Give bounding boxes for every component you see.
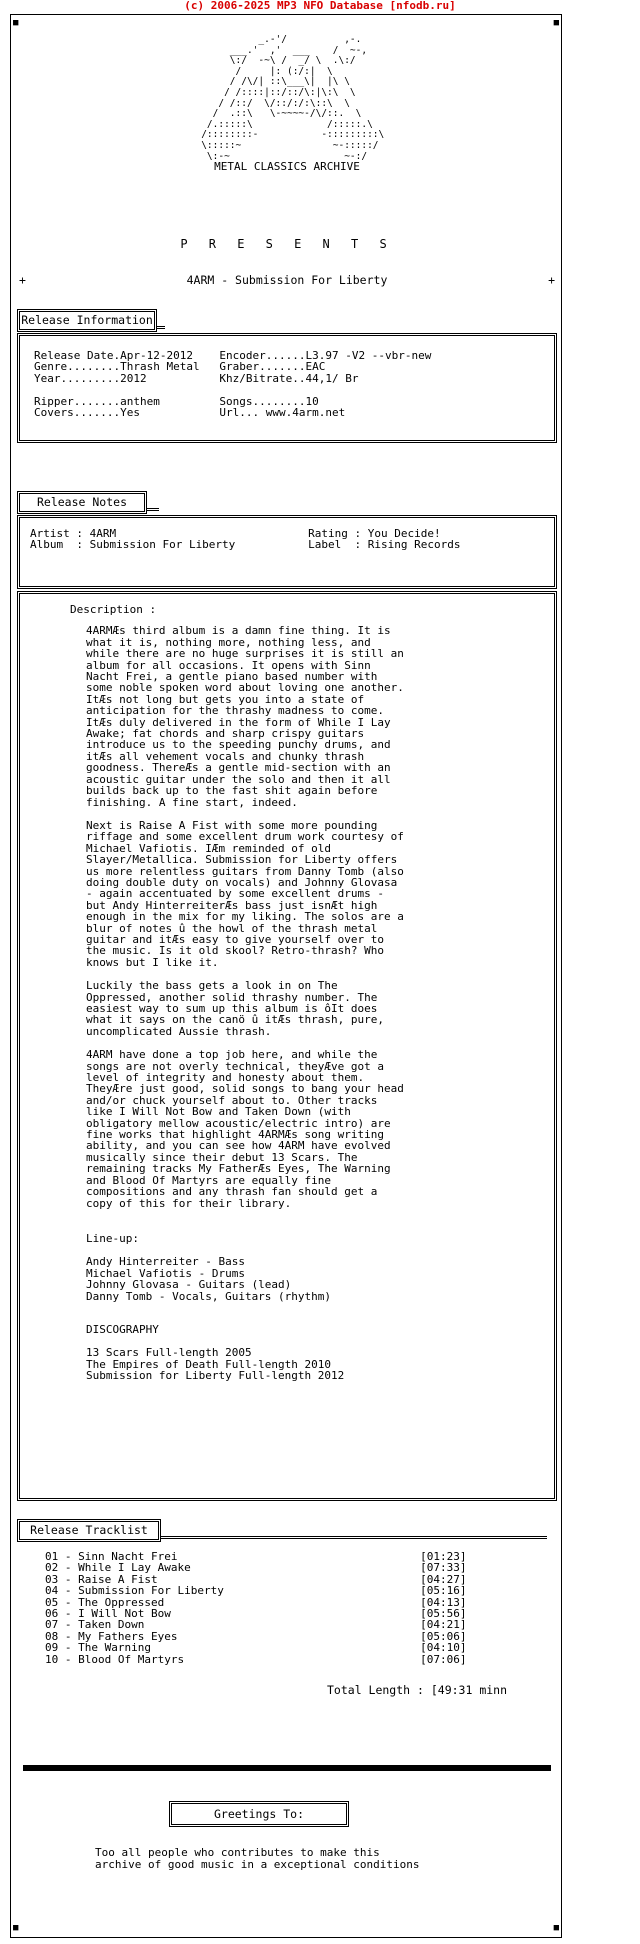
tracklist-rows [45, 1551, 466, 1665]
release-info-text: Release Date.Apr-12-2012 Encoder......L3.97 -V2 --vbr-new Genre........Thrash Metal Graber.......EAC Year.........2012 Khz/Bitrate..44,1/ Br Ripper.......anthem Songs........10 Covers.......Yes Url... www.4arm.net [34, 349, 432, 420]
tracklist [17, 1551, 557, 1731]
greetings-text: Too all people who contributes to make this archive of good music in a exceptional conditions [95, 1846, 420, 1871]
discography-heading: DISCOGRAPHY [86, 1322, 159, 1336]
description [70, 604, 404, 1382]
tracklist-tab: Release Tracklist [17, 1519, 161, 1542]
track-row: 03 - Raise A Fist [04:27] [45, 1572, 467, 1586]
corner-dot-bl: ■ [13, 1923, 19, 1933]
logo-caption: METAL CLASSICS ARCHIVE [214, 160, 360, 174]
release-title: 4ARM - Submission For Liberty [186, 273, 388, 287]
corner-dot-tr: ■ [553, 18, 559, 28]
presents-heading: P R E S E N T S [180, 237, 394, 251]
release-notes-tab: Release Notes [17, 491, 147, 514]
discography-list: 13 Scars Full-length 2005 The Empires of Death Full-length 2010 Submission for Liberty Full-length 2012 [86, 1346, 345, 1383]
release-info-box [17, 333, 557, 443]
track-row: 09 - The Warning [04:10] [45, 1641, 467, 1655]
track-row: 10 - Blood Of Martyrs [07:06] [45, 1652, 467, 1666]
ascii-logo [11, 35, 563, 174]
track-row: 05 - The Oppressed [04:13] [45, 1595, 467, 1609]
description-heading: Description : [70, 603, 157, 616]
track-row: 08 - My Fathers Eyes [05:06] [45, 1629, 467, 1643]
track-row: 06 - I Will Not Bow [05:56] [45, 1607, 467, 1621]
plus-right: + [548, 273, 555, 287]
track-row: 01 - Sinn Nacht Frei [01:23] [45, 1550, 467, 1563]
plus-left: + [19, 273, 26, 287]
nfo-frame [10, 14, 562, 1938]
tracklist-tab-rule [161, 1536, 547, 1539]
release-notes-box [17, 515, 557, 589]
corner-dot-br: ■ [553, 1923, 559, 1933]
description-paragraph-2: Next is Raise A Fist with some more pounding riffage and some excellent drum work courtesy of Michael Vafiotis. IÆm reminded of old Slayer/Metallica. Submission for Liberty offers us more relentless guitars from Danny Tomb (also doing double duty on vocals) and Johnny Glovasa - again accentuated by some excellent drums - but Andy HinterreiterÆs bass just isnÆt high enough in the mix for my liking. The solos are a blur of notes û the howl of the thrash metal guitar and itÆs easy to give yourself over to the music. Is it old skool? Retro-thrash? Who knows but I like it. [86, 818, 404, 969]
ascii-logo-art: _.-'/ ,-. ___.' ,' ___ / ~-, \:/ -~\ / _/ \ .\:/ / |: (:/:| \ / /\/| ::\___\| |\ \ / /::::|::/::/\:|\:\ \ / /::/ \/::/:/:\::\ \ / .::\ \-~~~~-/\/::. \ /.:::::\ /:::::.\ /::::::::- -:::::::::\ \:::::~ ~-:::::/ \:-~ ~-:/ [201, 34, 385, 162]
track-row: 04 - Submission For Liberty [05:16] [45, 1584, 467, 1598]
divider-bar [23, 1765, 551, 1771]
lineup-list: Andy Hinterreiter - Bass Michael Vafiotis - Drums Johnny Glovasa - Guitars (lead) Danny Tomb - Vocals, Guitars (rhythm) [86, 1255, 332, 1303]
track-row: 02 - While I Lay Awake [07:33] [45, 1561, 467, 1575]
corner-dot-tl: ■ [13, 18, 19, 28]
lineup-heading: Line-up: [86, 1231, 139, 1245]
greetings-tab: Greetings To: [169, 1801, 349, 1827]
release-notes-text: Artist : 4ARM Rating : You Decide! Album : Submission For Liberty Label : Rising Records [30, 527, 461, 552]
total-length: Total Length : [49:31 minn [327, 1683, 508, 1697]
release-info-tab: Release Information [17, 309, 157, 332]
description-box [17, 591, 557, 1501]
description-paragraph-1: 4ARMÆs third album is a damn fine thing. It is what it is, nothing more, nothing less, and while there are no huge surprises it is still an album for all occasions. It opens with Sinn Nacht Frei, a gentle piano based number with some noble spoken word about loving one another. ItÆs not long but gets you into a state of anticipation for the thrashy madness to come. ItÆs duly delivered in the form of While I Lay Awake; fat chords and sharp crispy guitars introduce us to the speeding punchy drums, and itÆs all vehement vocals and chunky thrash goodness. ThereÆs a gentle mid-section with an acoustic guitar under the solo and then it all builds back up to the fast shit again before finishing. A fine start, indeed. [86, 624, 404, 809]
description-paragraph-4: 4ARM have done a top job here, and while the songs are not overly technical, theyÆve got a level of integrity and honesty about them. TheyÆre just good, solid songs to bang your head and/or chuck yourself about to. Other tracks like I Will Not Bow and Taken Down (with obligatory mellow acoustic/electric intro) are fine works that highlight 4ARMÆs song writing ability, and you can see how 4ARM have evolved musically since their debut 13 Scars. The remaining tracks My FatherÆs Eyes, The Warning and Blood Of Martyrs are equally fine compositions and any thrash fan should get a copy of this for their library. [86, 1048, 404, 1210]
description-paragraph-3: Luckily the bass gets a look in on The Oppressed, another solid thrashy number. The easiest way to sum up this album is ôIt does what it says on the canö û itÆs thrash, pure, uncomplicated Aussie thrash. [86, 979, 385, 1038]
release-notes-tab-rule [147, 508, 159, 511]
release-info-tab-rule [157, 326, 165, 329]
track-row: 07 - Taken Down [04:21] [45, 1618, 467, 1632]
site-header: (c) 2006-2025 MP3 NFO Database [nfodb.ru] [184, 0, 456, 12]
